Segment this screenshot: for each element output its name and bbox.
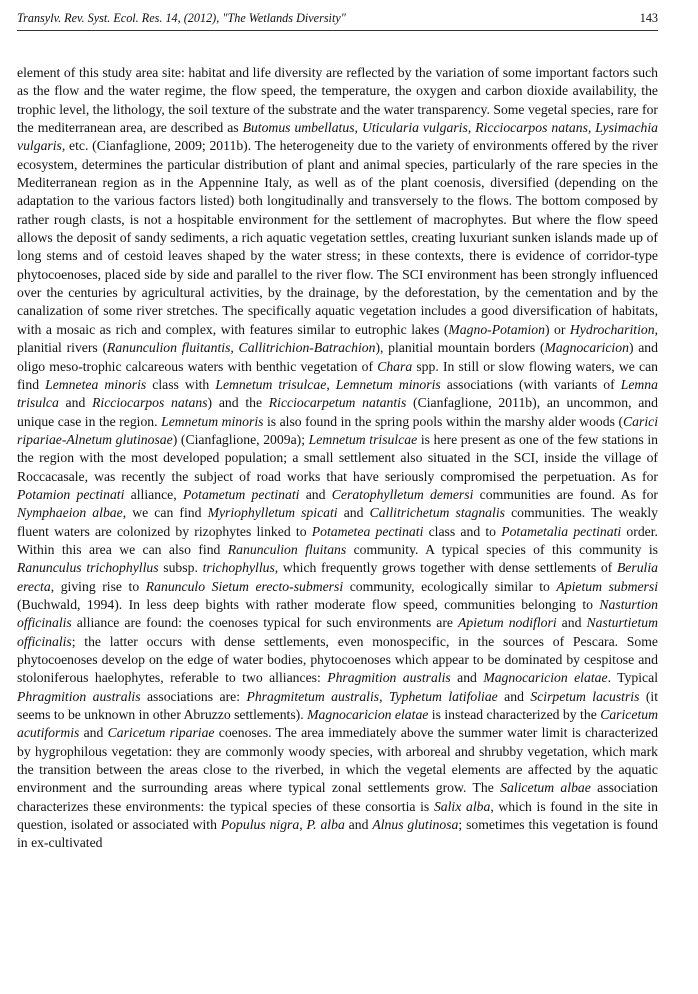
text-run: ), planitial mountain borders ( (375, 340, 545, 356)
text-run: , which is found in the site in question, isolated or associated with (17, 798, 659, 833)
page-number: 143 (639, 11, 658, 25)
text-run: spp. In still or slow flowing waters, we can find (17, 358, 658, 392)
taxon-name: Alnus glutinosa (372, 817, 459, 833)
text-run: ; the latter occurs with dense settlements, even monospecific, in the sources of Pescara. Some phytocoenoses develop on the edge of water bodies, phytocoenoses which appear to be dominated by cespitose and stoloniferous haelophytes, referable to two alliances: (17, 633, 658, 686)
taxon-name: Lemnetum trisulcae (308, 431, 418, 447)
text-run: and (556, 615, 587, 631)
text-run: , planitial rivers ( (17, 321, 658, 356)
text-run: , we can find (122, 505, 208, 521)
text-run: community, ecologically similar to (343, 578, 557, 594)
taxon-name: Magnocaricion (544, 340, 629, 356)
text-run: and (299, 486, 332, 502)
taxon-name: Ricciocarpos natans, Lysimachia vulgaris, (17, 120, 659, 154)
taxon-name: Magnocaricion elatae (483, 670, 608, 686)
text-run: order. Within this area we can also find (17, 523, 658, 557)
taxon-name: Lemnetum minoris (161, 413, 264, 429)
taxon-name: Caricetum ripariae (107, 725, 215, 741)
taxon-name: Potametalia pectinati (501, 523, 622, 539)
taxon-name: Myriophylletum spicati (207, 505, 338, 521)
text-run: . Typical (607, 670, 658, 686)
taxon-name: Potametea pectinati (311, 523, 424, 539)
taxon-name: Ricciocarpetum natantis (268, 395, 407, 411)
taxon-name: Callitrichetum stagnalis (369, 505, 505, 521)
taxon-name: Phragmitetum australis (246, 688, 380, 704)
taxon-name: Nymphaeion albae (17, 505, 123, 521)
taxon-name: Potamion pectinati (17, 486, 125, 502)
taxon-name: Butomus umbellatus (242, 120, 355, 136)
taxon-name: Nasturtion officinalis (17, 596, 658, 631)
taxon-name: Ranunculion fluitantis, Callitrichion-Batrachion (107, 340, 376, 356)
taxon-name: Caricetum acutiformis (17, 707, 658, 741)
taxon-name: Uticularia vulgaris (361, 120, 468, 136)
body-paragraph (17, 64, 658, 853)
text-run: is here present as one of the few stations in the region with the most developed population; a small settlement also situated in the SCI, inside the village of Roccacasale, was recently the subject of road works that have seriously compromised the perpetuation. As for (17, 431, 658, 484)
text-run: ) or (544, 321, 570, 337)
taxon-name: Apietum submersi (556, 578, 659, 594)
taxon-name: Phragmition australis (17, 688, 141, 704)
text-run: community. A typical species of this community is (346, 541, 658, 557)
text-run: is instead characterized by the (428, 707, 601, 723)
text-run: association characterizes these environments: the typical species of these consortia is (17, 780, 658, 814)
taxon-name: Hydrocharition (569, 321, 655, 337)
running-header (17, 10, 658, 31)
text-run: and (79, 725, 108, 741)
text-run: etc. (Cianfaglione, 2009; 2011b). The heterogeneity due to the variety of environments offered by the river ecosystem, determines the particular distribution of plant and animal species, particularly of the rare species in the Mediterranean region as in the Appennine Italy, as well as of the plant coenosis, diversified (depending on the adaptation to the various factors listed) both longitudinally and transversely to the flows. The bottom composed by rather rough clasts, is not a hospitable environment for the settlement of macrophytes. But where the flow speed allows the deposit of sandy sediments, a rich aquatic vegetation settles, creating luxuriant sunken islands made up of long stems and of cestoid leaves shaped by the water stress; in these contexts, there is evidence of corridor-type phytocoenoses, placed side by side and parallel to the river flow. The SCI environment has been strongly influenced over the centuries by agricultural activities, by the drainage, by the deforestation, by the cementation and by the canalization of some river stretches. The specifically aquatic vegetation includes a good diversification of habitats, with a mosaic as rich and complex, with features similar to eutrophic lakes ( (17, 138, 658, 337)
text-run: and (497, 688, 531, 704)
text-run: and (450, 670, 484, 686)
text-run: , (299, 817, 307, 833)
taxon-name: Phragmition australis (327, 670, 451, 686)
text-run: and (337, 505, 370, 521)
taxon-name: Potametum pectinati (182, 486, 300, 502)
taxon-name: Lemna trisulca (17, 376, 658, 411)
text-run: ) and oligo meso-trophic calcareous waters with benthic vegetation of (17, 340, 658, 374)
taxon-name: Lemnetea minoris (45, 376, 147, 392)
text-run: communities. The weakly fluent waters are colonized by rizophytes linked to (17, 505, 658, 539)
text-run: (Cianfaglione, 2011b), an uncommon, and unique case in the region. (17, 395, 658, 429)
text-run: ; sometimes this vegetation is found in ex-cultivated (17, 817, 659, 851)
text-run: subsp. (158, 560, 203, 576)
taxon-name: P. alba (306, 817, 345, 833)
text-run: alliance, (124, 486, 183, 502)
taxon-name: Lemnetum trisulcae (215, 376, 327, 392)
taxon-name: Salix alba (433, 798, 491, 814)
taxon-name: Ricciocarpos natans (92, 395, 208, 411)
text-run: is also found in the spring pools within the marshy alder woods ( (263, 413, 624, 429)
text-run: , (326, 376, 336, 392)
taxon-name: Ranunculion fluitans (227, 541, 347, 557)
taxon-name: trichophyllus (202, 560, 275, 576)
taxon-name: Salicetum albae (500, 780, 591, 796)
text-run: class and to (423, 523, 502, 539)
journal-citation: Transylv. Rev. Syst. Ecol. Res. 14, (2012), "The Wetlands Diversity" (17, 11, 346, 25)
text-run: , (354, 120, 362, 136)
text-run: , (467, 120, 476, 136)
text-run: associations (with variants of (440, 376, 621, 392)
taxon-name: Ceratophylletum demersi (331, 486, 474, 502)
taxon-name: Lemnetum minoris (335, 376, 441, 392)
text-run: ) (Cianfaglione, 2009a); (172, 431, 309, 447)
taxon-name: Carici ripariae-Alnetum glutinosae (17, 413, 658, 447)
text-run: alliance are found: the coenoses typical for such environments are (71, 615, 459, 631)
text-run: (it seems to be unknown in other Abruzzo settlements). (17, 688, 659, 723)
taxon-name: Chara (377, 358, 413, 374)
text-run: (Buchwald, 1994). In less deep bights with rather moderate flow speed, communities belonging to (17, 596, 600, 612)
taxon-name: Nasturtietum officinalis (17, 615, 659, 649)
text-run: class with (146, 376, 216, 392)
taxon-name: Berulia erecta (17, 560, 658, 594)
taxon-name: Ranunculo Sietum erecto-submersi (145, 578, 344, 594)
text-run: , which frequently grows together with dense settlements of (274, 560, 617, 576)
text-run: and (344, 817, 373, 833)
taxon-name: Scirpetum lacustris (530, 688, 640, 704)
text-run: , (379, 688, 389, 704)
taxon-name: Typhetum latifoliae (388, 688, 498, 704)
text-run: and (58, 395, 93, 411)
text-run: , giving rise to (50, 578, 146, 594)
taxon-name: Apietum nodiflori (458, 615, 557, 631)
taxon-name: Magnocaricion elatae (307, 707, 429, 723)
text-run: element of this study area site: habitat and life diversity are reflected by the variation of some important factors such as the flow and the water regime, the flow speed, the temperature, the oxygen and carbon dioxide availability, the trophic level, the lithology, the soil texture of the substrate and the water transparency. Some vegetal species, rare for the mediterranean area, are described as (17, 65, 658, 136)
text-run: associations are: (140, 688, 247, 704)
taxon-name: Magno-Potamion (448, 321, 545, 337)
text-run: coenoses. The area immediately above the summer water limit is characterized by hygrophilous vegetation: they are commonly woody species, with arboreal and shrubby vegetation, which mark the transition between the areas close to the riverbed, in which the vegetal elements are affected by the aquatic environment and the surrounding areas where typical zonal settlements grow. The (17, 725, 658, 796)
taxon-name: Populus nigra (220, 817, 300, 833)
taxon-name: Ranunculus trichophyllus (17, 560, 159, 576)
text-run: communities are found. As for (473, 486, 658, 502)
text-run: ) and the (207, 395, 269, 411)
